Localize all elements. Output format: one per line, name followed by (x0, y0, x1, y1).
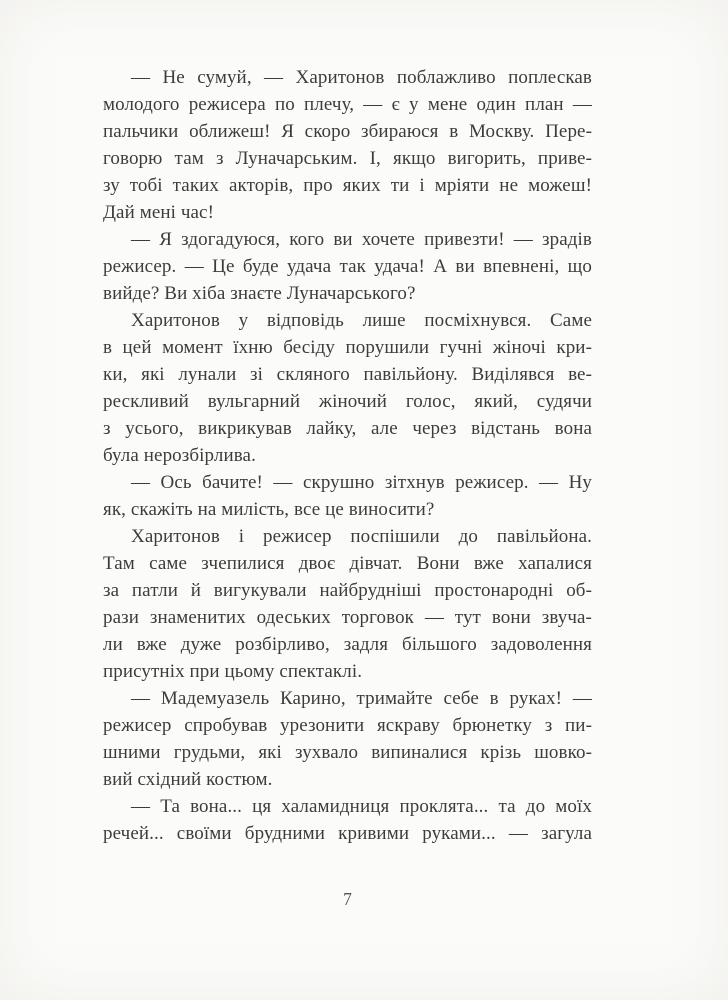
text-line: ки, які лунали зі скляного павільйону. Виділявся ве- (103, 364, 592, 385)
paragraph (103, 307, 592, 469)
text-line: — Я здогадуюся, кого ви хочете привезти! — зрадів (131, 229, 592, 250)
text-line: молодого режисера по плечу, — є у мене один план — (103, 94, 592, 115)
paragraph (103, 469, 592, 523)
text-line: Харитонов у відповідь лише посміхнувся. Саме (131, 310, 592, 331)
text-line: вий східний костюм. (103, 769, 273, 790)
text-line: — Ось бачите! — скрушно зітхнув режисер. — Ну (131, 472, 592, 493)
text-line: — Та вона... ця халамидниця проклята... та до моїх (131, 796, 592, 817)
text-line: вийде? Ви хіба знаєте Луначарського? (103, 283, 416, 304)
text-line: була нерозбірлива. (103, 445, 256, 466)
text-line: присутніх при цьому спектаклі. (103, 661, 363, 682)
text-line: в цей момент їхню бесіду порушили гучні жіночі кри- (103, 337, 592, 358)
text-line: як, скажіть на милість, все це виносити? (103, 499, 435, 520)
text-line: зу тобі таких акторів, про яких ти і мріяти не можеш! (103, 175, 592, 196)
paragraph (103, 64, 592, 226)
paragraph (103, 793, 592, 847)
paragraph (103, 226, 592, 307)
page-number: 7 (343, 889, 352, 909)
text-line: рескливий вульгарний жіночий голос, який, судячи (103, 391, 592, 412)
text-line: з усього, викрикував лайку, але через відстань вона (103, 418, 592, 439)
text-line: речей... своїми брудними кривими руками... — загула (103, 823, 592, 844)
text-line: пальчики оближеш! Я скоро збираюся в Москву. Пере- (103, 121, 592, 142)
text-line: ли вже дуже розбірливо, задля більшого задоволення (103, 634, 592, 655)
text-line: за патли й вигукували найбрудніші простонародні об- (103, 580, 592, 601)
paragraph (103, 685, 592, 793)
text-line: шними грудьми, які зухвало випиналися крізь шовко- (103, 742, 592, 763)
paragraph (103, 523, 592, 685)
text-line: рази знаменитих одеських торговок — тут вони звуча- (103, 607, 592, 628)
text-line: Харитонов і режисер поспішили до павільйона. (131, 526, 592, 547)
text-line: Там саме зчепилися двоє дівчат. Вони вже хапалися (103, 553, 592, 574)
text-line: Дай мені час! (103, 202, 215, 223)
text-line: режисер. — Це буде удача так удача! А ви впевнені, що (103, 256, 592, 277)
text-block (103, 64, 592, 847)
text-line: режисер спробував урезонити яскраву брюнетку з пи- (103, 715, 592, 736)
text-line: — Не сумуй, — Харитонов поблажливо поплескав (131, 67, 592, 88)
text-line: говорю там з Луначарським. І, якщо вигорить, приве- (103, 148, 592, 169)
text-line: — Мадемуазель Карино, тримайте себе в руках! — (131, 688, 592, 709)
